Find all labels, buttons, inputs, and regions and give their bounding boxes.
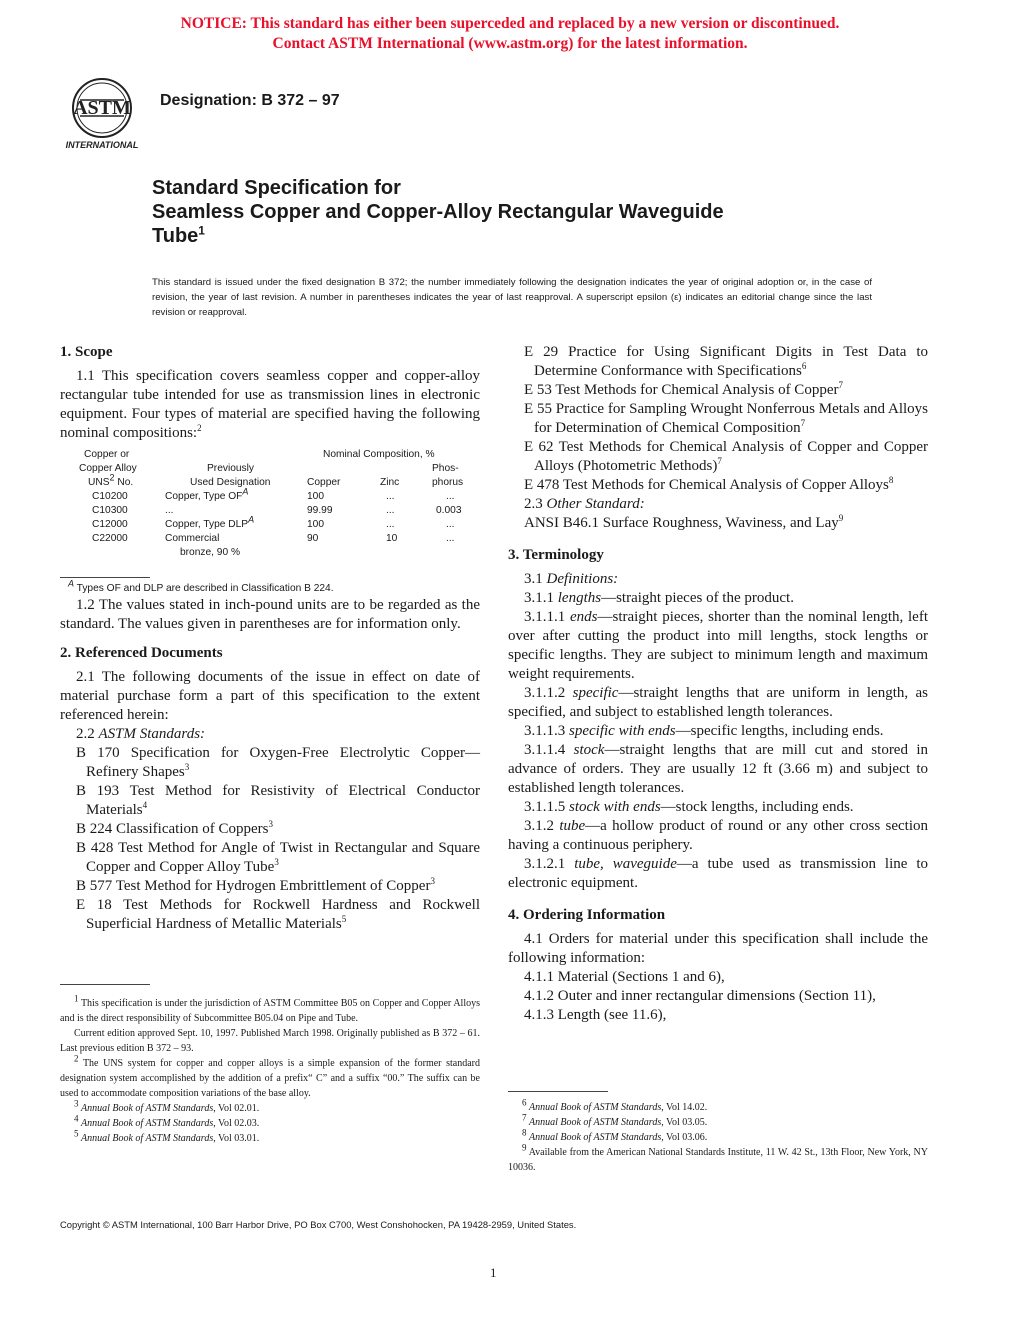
ref-item: B 577 Test Method for Hydrogen Embrittlement of Copper$^3$ — [76, 876, 435, 894]
th-copper-or: Copper or — [84, 449, 130, 460]
ordering-para-1: 4.1 Orders for material under this specification shall include the following information: — [508, 931, 928, 966]
refdocs-para-1: 2.1 The following documents of the issue in effect on date of material purchase form a part of this specification to the extent referenced herein: — [60, 669, 480, 723]
th-nominal-composition: Nominal Composition, % — [323, 449, 435, 460]
def-lengths: 3.1.1 lengths—straight pieces of the product. — [524, 590, 794, 606]
footnote-8: $^8$ Annual Book of ASTM Standards, Vol 03.06. — [522, 1127, 708, 1143]
th-used-designation: Used Designation — [190, 477, 271, 488]
astm-standards-label: ASTM Standards: — [98, 726, 206, 742]
th-previously: Previously — [207, 463, 254, 474]
ref-item: B 224 Classification of Coppers$^3$ — [76, 819, 273, 837]
table-cell-prev: Copper, Type $DLP^A$ — [165, 514, 255, 530]
footnote-ref-2[interactable]: 2 — [197, 423, 202, 433]
title-line-3: Tube — [152, 225, 199, 247]
table-cell-prev: ... — [165, 505, 174, 516]
table-cell-copper: 90 — [307, 533, 319, 544]
title-line-1: Standard Specification for — [152, 177, 401, 199]
def-stock-with-ends: 3.1.1.5 stock with ends—stock lengths, including ends. — [524, 799, 854, 815]
composition-table — [60, 448, 480, 570]
table-cell-zinc: ... — [386, 505, 395, 516]
table-cell-zinc: ... — [386, 491, 395, 502]
ref-item: E 478 Test Methods for Chemical Analysis of Copper Alloys$^8$ — [524, 475, 894, 493]
footnote-2: The UNS system for copper and copper alloys is a simple expansion of the former standard designation system accomplished by the addition of a prefix“ C” and a suffix “00.” The suffix can be used to accommodate composition variations of the base alloy. — [60, 1058, 480, 1099]
left-column — [60, 343, 480, 443]
table-cell-phos: ... — [446, 491, 455, 502]
ordering-item: 4.1.2 Outer and inner rectangular dimensions (Section 11), — [524, 988, 876, 1004]
terminology-heading: 3. Terminology — [508, 547, 604, 563]
scope-para-1: 1.1 This specification covers seamless copper and copper-alloy rectangular tube intended for use as transmission lines in electronic equipment. Four types of material are specified having the following nominal compositions: — [60, 368, 480, 441]
table-cell-prev-cont: bronze, 90 % — [180, 547, 241, 558]
title-footnote-ref[interactable]: 1 — [198, 223, 205, 238]
footnote-1-cont: Current edition approved Sept. 10, 1997. Published March 1998. Originally published as B 372 – 61. Last previous edition B 372 – 93. — [60, 1028, 480, 1054]
table-cell-zinc: ... — [386, 519, 395, 530]
issue-note: This standard is issued under the fixed designation B 372; the number immediately following the designation indicates the year of original adoption or, in the case of revision, the year of last revision. A number in parentheses indicates the year of last reapproval. A superscript epsilon (ε) indicates an editorial change since the last revision or reapproval. — [152, 277, 872, 318]
def-ends: 3.1.1.1 ends—straight pieces, shorter than the nominal length, left over after cutting the product into mill lengths, stock lengths or specific lengths. They are subject to minimum length and maximum weight requirements. — [508, 609, 928, 682]
table-cell-prev: Commercial — [165, 533, 220, 544]
ansi-ref: ANSI B46.1 Surface Roughness, Waviness, and Lay$^9$ — [524, 513, 844, 531]
table-cell-prev: Copper, Type $OF^A$ — [165, 486, 249, 502]
table-footnote: $^A$ Types OF and DLP are described in Classification B 224. — [68, 578, 334, 594]
table-cell-uns: C22000 — [92, 533, 128, 544]
ordering-item: 4.1.3 Length (see 11.6), — [524, 1007, 667, 1023]
table-cell-uns: C10300 — [92, 505, 128, 516]
ref-item: E 29 Practice for Using Significant Digits in Test Data to Determine Conformance with Specifications$^6$ — [524, 344, 928, 379]
table-cell-copper: 100 — [307, 491, 324, 502]
scope-heading: 1. Scope — [60, 344, 113, 360]
ref-item: E 55 Practice for Sampling Wrought Nonferrous Metals and Alloys for Determination of Chemical Composition$^7$ — [524, 401, 928, 436]
ordering-item: 4.1.1 Material (Sections 1 and 6), — [524, 969, 725, 985]
th-copper-alloy: Copper Alloy — [79, 463, 137, 474]
footnote-5: $^5$ Annual Book of ASTM Standards, Vol 03.01. — [74, 1128, 260, 1144]
title-line-2: Seamless Copper and Copper-Alloy Rectangular Waveguide — [152, 201, 724, 223]
th-uns-no: UNS$^2$ No. — [88, 472, 134, 488]
th-copper: Copper — [307, 477, 341, 488]
table-cell-uns: C12000 — [92, 519, 128, 530]
ref-item: B 428 Test Method for Angle of Twist in Rectangular and Square Copper and Copper Alloy Tube$^3$ — [76, 840, 480, 875]
ordering-heading: 4. Ordering Information — [508, 907, 666, 923]
copyright-line: Copyright © ASTM International, 100 Barr Harbor Drive, PO Box C700, West Conshohocken, PA 19428-2959, United States. — [60, 1219, 577, 1230]
ref-item: E 53 Test Methods for Chemical Analysis of Copper$^7$ — [524, 380, 843, 398]
ref-item: B 193 Test Method for Resistivity of Electrical Conductor Materials$^4$ — [76, 783, 480, 818]
astm-logo-icon — [60, 76, 146, 152]
logo-caption: INTERNATIONAL — [65, 140, 139, 150]
footnote-rule-left — [60, 984, 150, 985]
table-cell-copper: 100 — [307, 519, 324, 530]
table-cell-zinc: 10 — [386, 533, 398, 544]
table-cell-phos: ... — [446, 519, 455, 530]
left-column-lower: 1.2 The values stated in inch-pound units are to be regarded as the standard. The values given in parentheses are for information only. 2. Referenced Documents 2.1 The following documents of the issue in effect on date of material purchase form a part of this specification to the extent referenced herein: 2.2 ASTM Standards: B 170 Specification for Oxygen-Free Electrolytic Copper—Refinery Shapes$^3$ B 193 Test Method for Resistivity of Electrical Conductor Materials$^4$ B 224 Classification of Coppers$^3$ B 428 Test Method for Angle of Twist in Rectangular and Square Copper and Copper Alloy Tube$^3$ B 577 Test Method for Hydrogen Embrittlement of Copper$^3$ E 18 Test Methods for Rockwell Hardness and Rockwell Superficial Hardness of Metallic Materials$^5$ — [60, 597, 480, 932]
designation: Designation: B 372 – 97 — [160, 92, 340, 109]
ref-item: B 170 Specification for Oxygen-Free Electrolytic Copper—Refinery Shapes$^3$ — [76, 745, 480, 780]
th-zinc: Zinc — [380, 477, 400, 488]
document-title — [152, 176, 724, 248]
right-column: E 29 Practice for Using Significant Digits in Test Data to Determine Conformance with Specifications$^6$ E 53 Test Methods for Chemical Analysis of Copper$^7$ E 55 Practice for Sampling Wrought Nonferrous Metals and Alloys for Determination of Chemical Composition$^7$ E 62 Test Methods for Chemical Analysis of Copper and Copper Alloys (Photometric Methods)$^7$ E 478 Test Methods for Chemical Analysis of Copper Alloys$^8$ 2.3 Other Standard: ANSI B46.1 Surface Roughness, Waviness, and Lay$^9$ 3. Terminology 3.1 Definitions: 3.1.1 lengths—straight pieces of the product. 3.1.1.1 ends—straight pieces, shorter than the nominal length, left over after cutting the product into mill lengths, stock lengths or specific lengths. They are subject to minimum length and maximum weight requirements. 3.1.1.2 specific—straight lengths that are uniform in length, as specified, and subject to established length tolerances. 3.1.1.3 specific with ends—specific lengths, including ends. 3.1.1.4 stock—straight lengths that are mill cut and stored in advance of orders. They are usually 12 ft (3.66 m) and subject to established length tolerances. 3.1.1.5 stock with ends—stock lengths, including ends. 3.1.2 tube—a hollow product of round or any other cross section having a continuous periphery. 3.1.2.1 tube, waveguide—a tube used as transmission line to electronic equipment. 4. Ordering Information 4.1 Orders for material under this specification shall include the following information: 4.1.1 Material (Sections 1 and 6), 4.1.2 Outer and inner rectangular dimensions (Section 11), 4.1.3 Length (see 11.6), — [508, 344, 929, 1023]
ref-item: E 62 Test Methods for Chemical Analysis of Copper and Copper Alloys (Photometric Methods)$^7$ — [524, 439, 928, 474]
def-specific-with-ends: 3.1.1.3 specific with ends—specific lengths, including ends. — [524, 723, 884, 739]
table-cell-copper: 99.99 — [307, 505, 333, 516]
table-cell-uns: C10200 — [92, 491, 128, 502]
footnote-4: $^4$ Annual Book of ASTM Standards, Vol 02.03. — [74, 1113, 260, 1129]
def-specific: 3.1.1.2 specific—straight lengths that are uniform in length, as specified, and subject to established length tolerances. — [508, 685, 929, 720]
logo-letters: ASTM — [73, 97, 131, 119]
th-phos-2: phorus — [432, 477, 464, 488]
notice-line-1: NOTICE: This standard has either been superceded and replaced by a new version or discontinued. — [180, 15, 840, 32]
table-cell-phos: ... — [446, 533, 455, 544]
def-tube-waveguide: 3.1.2.1 tube, waveguide—a tube used as transmission line to electronic equipment. — [508, 856, 929, 891]
footnotes-left: $^1$ This specification is under the jurisdiction of ASTM Committee B05 on Copper and Copper Alloys and is the direct responsibility of Subcommittee B05.04 on Pipe and Tube. Current edition approved Sept. 10, 1997. Published March 1998. Originally published as B 372 – 61. Last previous edition B 372 – 93. $^2$ The UNS system for copper and copper alloys is a simple expansion of the former standard designation system accomplished by the addition of a prefix“ C” and a suffix “00.” The suffix can be used to accommodate composition variations of the base alloy. $^3$ Annual Book of ASTM Standards, Vol 02.01. $^4$ Annual Book of ASTM Standards, Vol 02.03. $^5$ Annual Book of ASTM Standards, Vol 03.01. — [60, 993, 480, 1144]
def-stock: 3.1.1.4 stock—straight lengths that are mill cut and stored in advance of orders. They are usually 12 ft (3.66 m) and subject to established length tolerances. — [508, 742, 929, 796]
ref-item: E 18 Test Methods for Rockwell Hardness and Rockwell Superficial Hardness of Metallic Materials$^5$ — [76, 897, 480, 932]
footnote-3: $^3$ Annual Book of ASTM Standards, Vol 02.01. — [74, 1098, 260, 1114]
footnote-rule-right — [508, 1091, 608, 1092]
footnotes-right — [508, 1097, 928, 1175]
notice-line-2: Contact ASTM International (www.astm.org) for the latest information. — [272, 35, 748, 52]
def-tube: 3.1.2 tube—a hollow product of round or any other cross section having a continuous periphery. — [508, 818, 928, 853]
astm-logo — [60, 76, 146, 152]
table-cell-phos: 0.003 — [436, 505, 462, 516]
page-number: 1 — [490, 1265, 497, 1280]
notice-banner — [0, 14, 1020, 54]
refdocs-heading: 2. Referenced Documents — [60, 645, 223, 661]
footnote-1: This specification is under the jurisdiction of ASTM Committee B05 on Copper and Copper Alloys and is the direct responsibility of Subcommittee B05.04 on Pipe and Tube. — [60, 998, 480, 1024]
scope-para-2: 1.2 The values stated in inch-pound units are to be regarded as the standard. The values given in parentheses are for information only. — [60, 597, 480, 632]
th-phos-1: Phos- — [432, 463, 459, 474]
other-standard-label: Other Standard: — [546, 496, 645, 512]
footnote-6: $^6$ Annual Book of ASTM Standards, Vol 14.02. — [522, 1097, 708, 1113]
footnote-7: $^7$ Annual Book of ASTM Standards, Vol 03.05. — [522, 1112, 708, 1128]
footnote-9: $^9$ Available from the American National Standards Institute, 11 W. 42 St., 13th Floor, New York, NY 10036. — [508, 1142, 928, 1173]
